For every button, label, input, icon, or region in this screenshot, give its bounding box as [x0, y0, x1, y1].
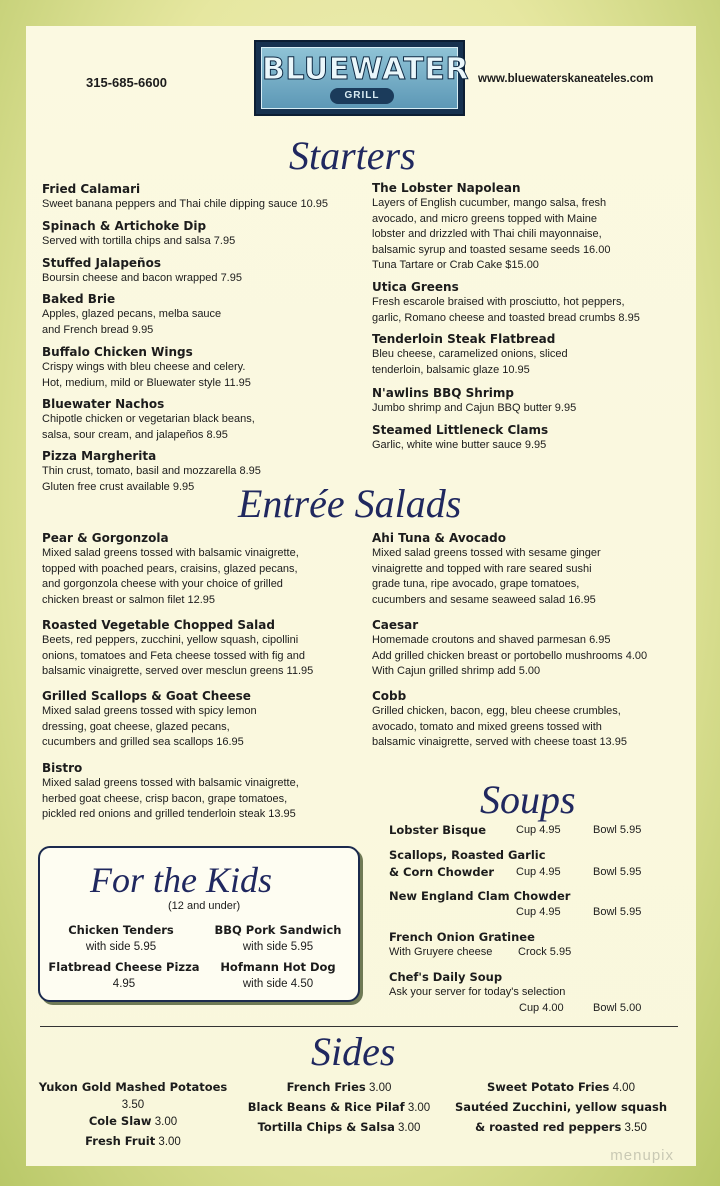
- kids-item: [42, 959, 206, 993]
- side-price: 3.00: [407, 1102, 431, 1114]
- item-description: Chipotle chicken or vegetarian black beans,: [42, 413, 255, 425]
- soup-cup-price: Cup 4.00: [519, 1002, 564, 1014]
- item-description: Tuna Tartare or Crab Cake $15.00: [372, 259, 539, 271]
- item-description: Crispy wings with bleu cheese and celery.: [42, 361, 246, 373]
- item-description: herbed goat cheese, crisp bacon, grape tomatoes,: [42, 792, 288, 805]
- soup-note: With Gruyere cheese: [389, 946, 493, 958]
- item-name: The Lobster Napolean: [372, 181, 521, 195]
- side-price: 3.00: [398, 1122, 421, 1134]
- item-price: with side 5.95: [242, 941, 314, 953]
- soup-name: Chef's Daily Soup: [389, 970, 503, 984]
- item-description: avocado, tomato and mixed greens tossed with: [372, 720, 602, 733]
- item-description: Thin crust, tomato, basil and mozzarella 8.95: [42, 465, 261, 477]
- item-description: Hot, medium, mild or Bluewater style 11.95: [42, 376, 251, 389]
- menu-item: [372, 180, 610, 274]
- item-description: Mixed salad greens tossed with balsamic vinaigrette,: [42, 777, 299, 789]
- menu-item: [42, 291, 221, 338]
- sides-column-1: [28, 1078, 238, 1152]
- menu-item: [42, 181, 328, 213]
- item-description: Grilled chicken, bacon, egg, bleu cheese crumbles,: [372, 705, 621, 717]
- side-name: Yukon Gold Mashed Potatoes: [38, 1080, 228, 1094]
- item-price: with side 4.50: [242, 978, 314, 990]
- item-description: Mixed salad greens tossed with balsamic vinaigrette,: [42, 547, 299, 559]
- side-item: [28, 1132, 238, 1152]
- kids-item: [206, 922, 350, 956]
- item-description: Apples, glazed pecans, melba sauce: [42, 308, 222, 320]
- logo-panel: [261, 47, 469, 109]
- item-name: Steamed Littleneck Clams: [372, 423, 549, 437]
- item-description: Jumbo shrimp and Cajun BBQ butter 9.95: [372, 402, 577, 414]
- side-price: 3.00: [368, 1082, 392, 1094]
- item-description: grade tuna, ripe avocado, grape tomatoes,: [372, 578, 580, 590]
- side-item: [28, 1112, 238, 1132]
- item-description: lobster and drizzled with Thai chili mayonnaise,: [372, 228, 602, 240]
- logo-wordmark: BLUEWATER: [262, 52, 469, 87]
- menupix-watermark: menupix: [610, 1147, 674, 1164]
- menu-item: [372, 422, 548, 454]
- soup-bowl-price: Bowl 5.00: [593, 1002, 642, 1014]
- item-name: N'awlins BBQ Shrimp: [372, 386, 514, 400]
- item-description: Mixed salad greens tossed with spicy lemon: [42, 705, 257, 717]
- soups-heading: Soups: [480, 777, 576, 822]
- menu-item: [372, 385, 576, 417]
- item-description: Sweet banana peppers and Thai chile dipping sauce 10.95: [42, 198, 329, 210]
- side-price: 3.00: [154, 1116, 178, 1128]
- item-description: balsamic vinaigrette, served with cheese toast 13.95: [372, 736, 627, 748]
- item-description: With Cajun grilled shrimp add 5.00: [372, 665, 541, 677]
- soup-crock-price: Crock 5.95: [518, 946, 572, 958]
- starters-heading: Starters: [289, 133, 416, 178]
- item-description: and French bread 9.95: [42, 323, 154, 336]
- side-item: [448, 1118, 674, 1138]
- side-name: Fresh Fruit: [85, 1134, 156, 1148]
- soup-note: Ask your server for today's selection: [389, 986, 566, 998]
- side-name: Black Beans & Rice Pilaf: [247, 1100, 405, 1114]
- item-name: Tenderloin Steak Flatbread: [372, 332, 556, 346]
- side-item: [28, 1078, 238, 1098]
- side-name: French Fries: [286, 1080, 366, 1094]
- menu-item: [372, 279, 640, 326]
- sides-heading: Sides: [311, 1029, 396, 1074]
- soup-name: French Onion Gratinee: [389, 930, 535, 944]
- menu-item: [372, 331, 568, 378]
- kids-menu-box: [38, 846, 360, 1002]
- item-description: Garlic, white wine butter sauce 9.95: [372, 439, 547, 451]
- side-name: Tortilla Chips & Salsa: [257, 1120, 395, 1134]
- item-description: garlic, Romano cheese and toasted bread crumbs 8.95: [372, 311, 640, 324]
- menu-item: [42, 344, 251, 391]
- menu-item: [42, 617, 313, 680]
- item-description: Mixed salad greens tossed with sesame ginger: [372, 547, 601, 559]
- item-description: Gluten free crust available 9.95: [42, 480, 195, 493]
- item-description: cucumbers and sesame seaweed salad 16.95: [372, 593, 596, 606]
- item-description: chicken breast or salmon filet 12.95: [42, 593, 216, 606]
- section-divider: [40, 1026, 678, 1027]
- item-name: BBQ Pork Sandwich: [214, 923, 342, 937]
- item-description: cucumbers and grilled sea scallops 16.95: [42, 736, 244, 748]
- side-price: 4.00: [612, 1082, 635, 1094]
- item-name: Spinach & Artichoke Dip: [42, 219, 207, 233]
- item-name: Pizza Margherita: [42, 449, 157, 463]
- side-price: 3.50: [624, 1122, 647, 1134]
- item-description: Add grilled chicken breast or portobello mushrooms 4.00: [372, 649, 648, 662]
- kids-age-note: (12 and under): [168, 900, 241, 912]
- soup-name: Scallops, Roasted Garlic: [389, 848, 546, 862]
- side-name: & roasted red peppers: [475, 1120, 622, 1134]
- menu-item: [372, 617, 647, 680]
- item-description: Layers of English cucumber, mango salsa, fresh: [372, 197, 607, 209]
- bluewater-grill-logo: [254, 40, 469, 116]
- menu-item: [42, 530, 299, 608]
- side-name: Sautéed Zucchini, yellow squash: [454, 1100, 668, 1114]
- menu-item: [42, 760, 299, 823]
- item-name: Buffalo Chicken Wings: [42, 345, 193, 359]
- item-description: topped with poached pears, craisins, glazed pecans,: [42, 562, 298, 575]
- item-description: balsamic vinaigrette, served over mesclun greens 11.95: [42, 665, 314, 677]
- entree-salads-heading: Entrée Salads: [238, 481, 462, 526]
- item-name: Pear & Gorgonzola: [42, 531, 169, 545]
- item-name: Cobb: [372, 689, 407, 703]
- soup-cup-price: Cup 4.95: [516, 824, 561, 836]
- item-name: Utica Greens: [372, 280, 459, 294]
- item-name: Stuffed Jalapeños: [42, 256, 161, 270]
- logo-grill-badge: GRILL: [330, 88, 394, 104]
- item-description: Homemade croutons and shaved parmesan 6.95: [372, 634, 611, 646]
- item-name: Chicken Tenders: [68, 923, 174, 937]
- menu-item: [372, 530, 601, 608]
- item-description: onions, tomatoes and Feta cheese tossed with fig and: [42, 649, 305, 662]
- side-price: 3.00: [158, 1136, 181, 1148]
- side-item: [238, 1118, 440, 1138]
- side-price: 3.50: [121, 1099, 145, 1111]
- kids-item: [210, 959, 346, 993]
- item-price: 4.95: [112, 978, 136, 990]
- item-description: Served with tortilla chips and salsa 7.95: [42, 235, 236, 247]
- sides-column-2: [238, 1078, 440, 1138]
- soup-bowl-price: Bowl 5.95: [593, 866, 642, 878]
- soup-name: New England Clam Chowder: [389, 889, 571, 903]
- soup-bowl-price: Bowl 5.95: [593, 906, 642, 918]
- item-name: Bluewater Nachos: [42, 397, 165, 411]
- menu-item: [42, 255, 242, 287]
- side-item: [448, 1098, 674, 1118]
- item-description: tenderloin, balsamic glaze 10.95: [372, 363, 530, 376]
- item-description: dressing, goat cheese, glazed pecans,: [42, 720, 230, 733]
- item-name: Caesar: [372, 618, 419, 632]
- soup-cup-price: Cup 4.95: [516, 906, 561, 918]
- item-description: Boursin cheese and bacon wrapped 7.95: [42, 272, 242, 284]
- item-description: vinaigrette and topped with rare seared sushi: [372, 562, 592, 575]
- kids-item: [62, 922, 180, 956]
- website-url: www.bluewaterskaneateles.com: [478, 73, 654, 85]
- item-description: Bleu cheese, caramelized onions, sliced: [372, 348, 568, 360]
- item-name: Roasted Vegetable Chopped Salad: [42, 618, 275, 632]
- item-name: Flatbread Cheese Pizza: [48, 960, 200, 974]
- menu-item: [42, 448, 261, 495]
- menu-item: [42, 688, 257, 751]
- side-item: [448, 1078, 674, 1098]
- menu-item: [372, 688, 627, 751]
- item-description: Fresh escarole braised with prosciutto, hot peppers,: [372, 296, 625, 308]
- item-name: Ahi Tuna & Avocado: [372, 531, 506, 545]
- item-price: with side 5.95: [85, 941, 157, 953]
- soup-bowl-price: Bowl 5.95: [593, 824, 642, 836]
- side-name: Cole Slaw: [88, 1114, 152, 1128]
- side-item: [238, 1078, 440, 1098]
- item-description: and gorgonzola cheese with your choice of grilled: [42, 578, 283, 590]
- soup-name: & Corn Chowder: [389, 865, 495, 879]
- item-description: Beets, red peppers, zucchini, yellow squash, cipollini: [42, 634, 299, 646]
- item-description: salsa, sour cream, and jalapeños 8.95: [42, 428, 228, 441]
- phone-number: 315-685-6600: [86, 75, 167, 90]
- item-name: Hofmann Hot Dog: [220, 960, 336, 974]
- item-description: balsamic syrup and toasted sesame seeds 16.00: [372, 243, 611, 256]
- menu-item: [42, 218, 235, 250]
- item-description: pickled red onions and grilled tenderloin steak 13.95: [42, 808, 296, 820]
- kids-heading: For the Kids: [90, 860, 273, 900]
- item-description: avocado, and micro greens topped with Maine: [372, 212, 598, 225]
- item-name: Fried Calamari: [42, 182, 141, 196]
- item-name: Baked Brie: [42, 292, 116, 306]
- sides-column-3: [448, 1078, 674, 1138]
- side-name: Sweet Potato Fries: [487, 1080, 610, 1094]
- item-name: Grilled Scallops & Goat Cheese: [42, 689, 251, 703]
- menu-item: [42, 396, 255, 443]
- soup-cup-price: Cup 4.95: [516, 866, 561, 878]
- soup-name: Lobster Bisque: [389, 823, 487, 837]
- item-name: Bistro: [42, 761, 83, 775]
- side-item: [238, 1098, 440, 1118]
